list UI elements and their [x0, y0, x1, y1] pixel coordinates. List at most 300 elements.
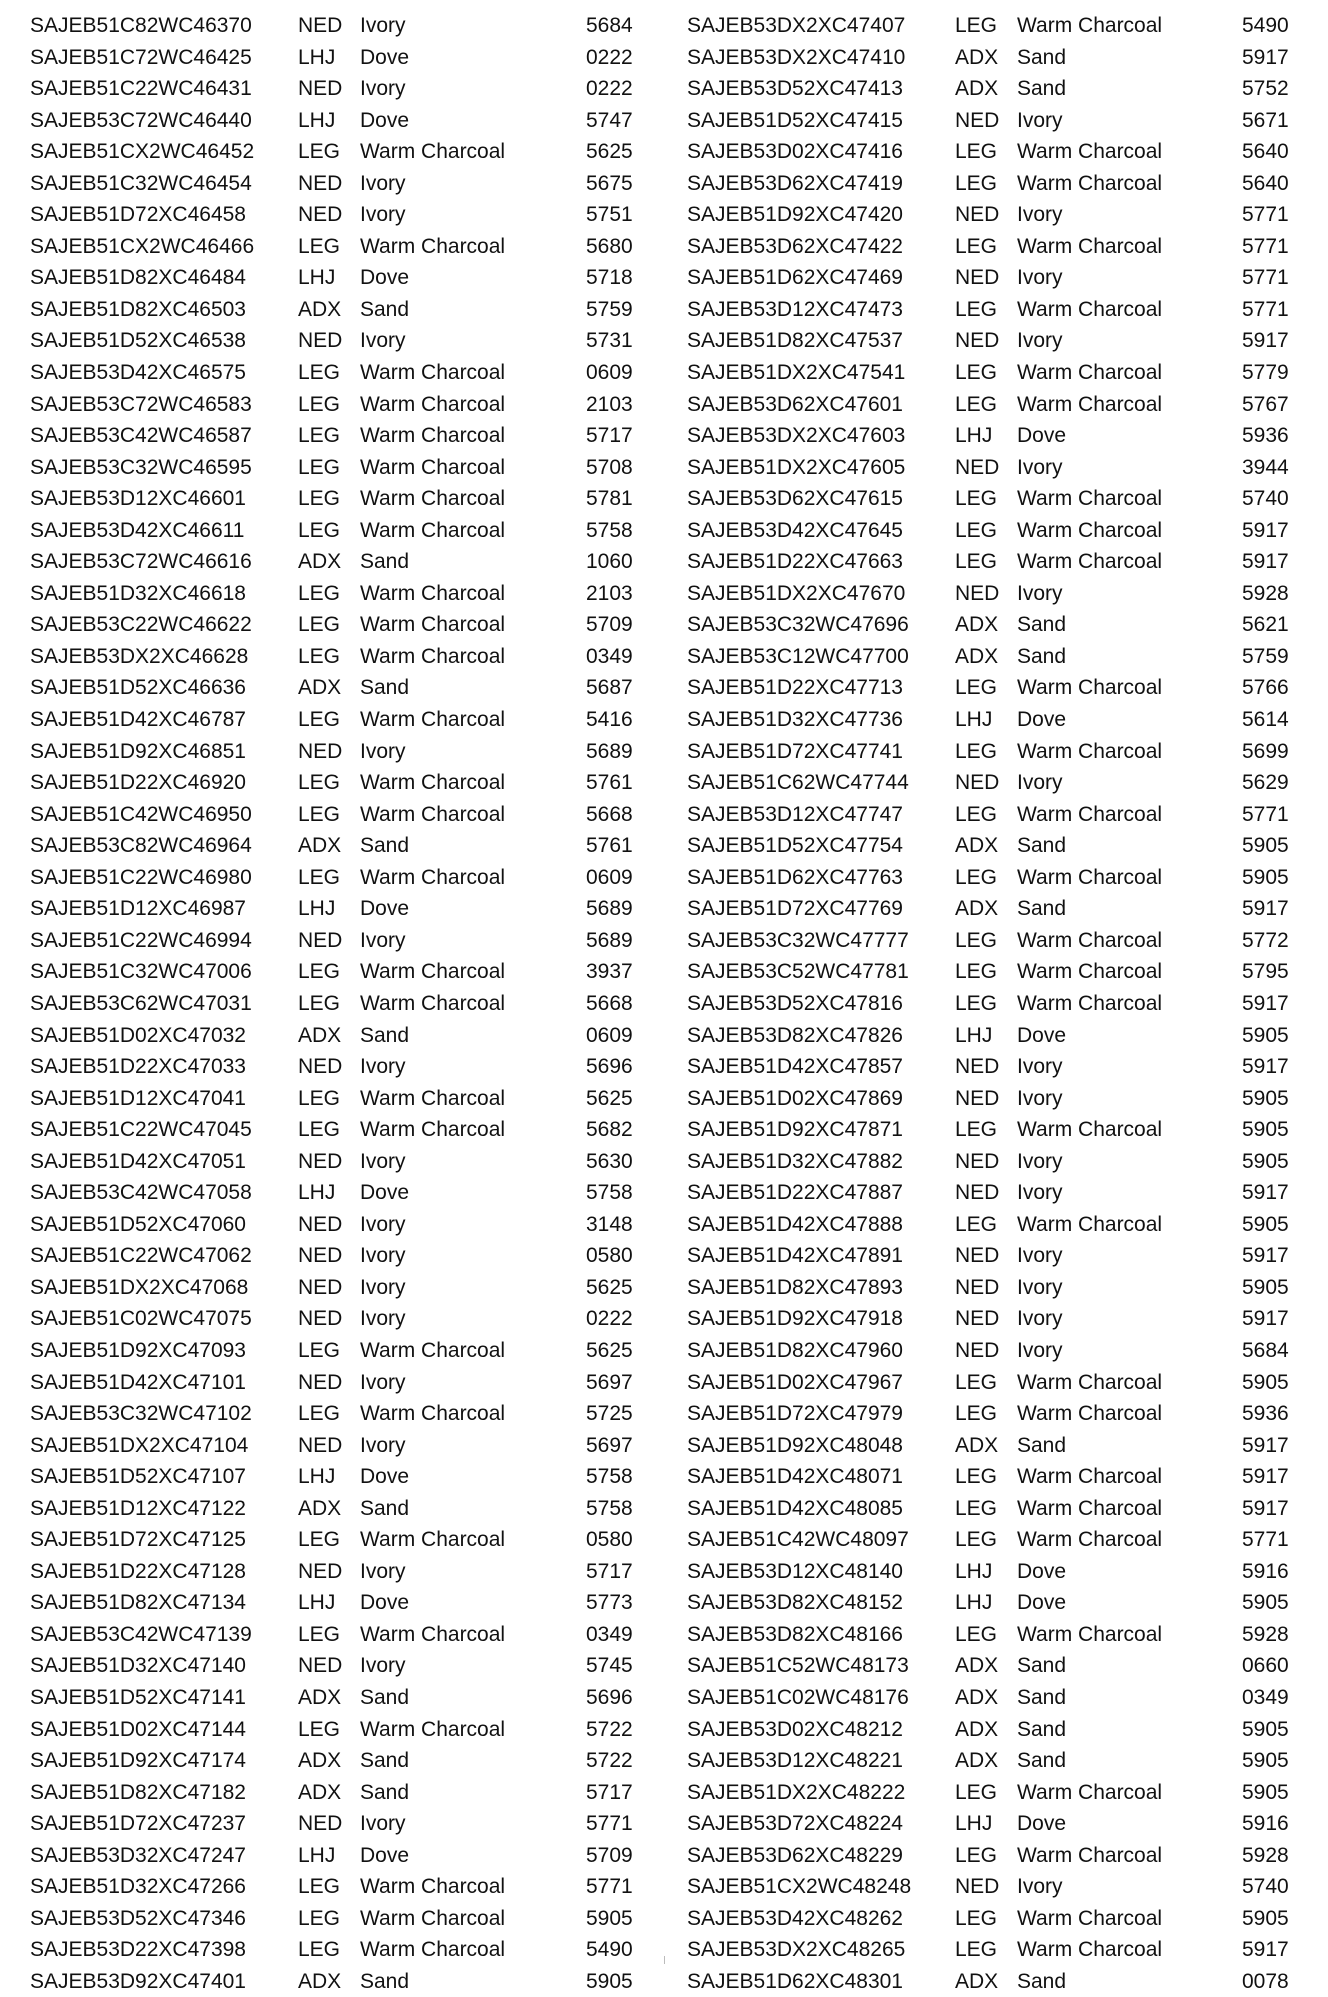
code-number: 5671 — [1242, 108, 1289, 132]
trim-code: LHJ — [298, 108, 336, 132]
vin-number: SAJEB51D32XC47882 — [687, 1149, 903, 1173]
code-number: 5696 — [586, 1685, 633, 1709]
vin-number: SAJEB51D72XC47769 — [687, 897, 903, 921]
trim-code: LEG — [298, 1906, 341, 1930]
code-number: 5905 — [1242, 1149, 1289, 1173]
trim-code: LEG — [298, 1338, 341, 1362]
trim-code: LEG — [298, 455, 341, 479]
vin-number: SAJEB53C32WC46595 — [30, 455, 252, 479]
color-name: Warm Charcoal — [1017, 297, 1163, 321]
vin-number: SAJEB51D72XC47237 — [30, 1812, 246, 1836]
code-number: 5905 — [586, 1906, 633, 1930]
code-number: 5905 — [1242, 1906, 1289, 1930]
code-number: 5697 — [586, 1370, 633, 1394]
trim-code: ADX — [298, 1969, 342, 1993]
trim-code: NED — [955, 1055, 1000, 1079]
vin-number: SAJEB53D82XC47826 — [687, 1023, 903, 1047]
vin-number: SAJEB51D82XC47134 — [30, 1591, 246, 1615]
vin-number: SAJEB51D72XC46458 — [30, 203, 246, 227]
code-number: 5917 — [1242, 1938, 1289, 1962]
vin-number: SAJEB51CX2WC48248 — [687, 1875, 912, 1899]
trim-code: NED — [955, 108, 1000, 132]
code-number: 5740 — [1242, 487, 1289, 511]
code-number: 5761 — [586, 771, 633, 795]
trim-code: ADX — [298, 297, 342, 321]
color-name: Warm Charcoal — [360, 392, 506, 416]
trim-code: LEG — [955, 865, 998, 889]
color-name: Ivory — [360, 1307, 406, 1331]
vin-number: SAJEB53C72WC46440 — [30, 108, 252, 132]
trim-code: LEG — [298, 644, 341, 668]
color-name: Warm Charcoal — [1017, 487, 1163, 511]
trim-code: LEG — [298, 613, 341, 637]
trim-code: NED — [298, 171, 343, 195]
trim-code: LEG — [298, 771, 341, 795]
color-name: Dove — [1017, 1023, 1067, 1047]
vin-number: SAJEB51D02XC47869 — [687, 1086, 903, 1110]
trim-code: NED — [955, 771, 1000, 795]
trim-code: LEG — [298, 708, 341, 732]
vin-number: SAJEB51DX2XC47605 — [687, 455, 906, 479]
vin-number: SAJEB51D82XC47960 — [687, 1338, 903, 1362]
color-name: Ivory — [1017, 1086, 1063, 1110]
vin-number: SAJEB51D52XC47141 — [30, 1685, 246, 1709]
code-number: 5905 — [1242, 1370, 1289, 1394]
code-number: 5629 — [1242, 771, 1289, 795]
code-number: 5689 — [586, 897, 633, 921]
code-number: 5771 — [586, 1812, 633, 1836]
color-name: Warm Charcoal — [1017, 739, 1163, 763]
vin-number: SAJEB51C32WC46454 — [30, 171, 252, 195]
color-name: Sand — [360, 1969, 410, 1993]
vin-number: SAJEB51D92XC47420 — [687, 203, 903, 227]
vin-number: SAJEB51D02XC47032 — [30, 1023, 246, 1047]
code-number: 5936 — [1242, 1402, 1289, 1426]
trim-code: ADX — [955, 644, 999, 668]
trim-code: LEG — [955, 518, 998, 542]
vin-number: SAJEB51D62XC48301 — [687, 1969, 903, 1993]
code-number: 0349 — [586, 644, 633, 668]
color-name: Warm Charcoal — [360, 708, 506, 732]
trim-code: LEG — [298, 1528, 341, 1552]
code-number: 0222 — [586, 1307, 633, 1331]
color-name: Ivory — [360, 1654, 406, 1678]
vin-number: SAJEB53D12XC48140 — [687, 1559, 903, 1583]
color-name: Warm Charcoal — [360, 518, 506, 542]
code-number: 5668 — [586, 991, 633, 1015]
vin-number: SAJEB51DX2XC47670 — [687, 581, 906, 605]
code-number: 5759 — [586, 297, 633, 321]
color-name: Warm Charcoal — [360, 771, 506, 795]
code-number: 2103 — [586, 392, 633, 416]
color-name: Dove — [1017, 1559, 1067, 1583]
code-number: 5795 — [1242, 960, 1289, 984]
vin-number: SAJEB53D62XC47419 — [687, 171, 903, 195]
color-name: Sand — [360, 1496, 410, 1520]
color-name: Warm Charcoal — [360, 802, 506, 826]
code-number: 5771 — [1242, 297, 1289, 321]
code-number: 5717 — [586, 1780, 633, 1804]
trim-code: NED — [298, 1654, 343, 1678]
trim-code: LEG — [955, 1465, 998, 1489]
trim-code: LEG — [298, 1118, 341, 1142]
trim-code: NED — [298, 77, 343, 101]
code-number: 3148 — [586, 1212, 633, 1236]
color-name: Ivory — [360, 77, 406, 101]
trim-code: LEG — [955, 1938, 998, 1962]
code-number: 0349 — [1242, 1685, 1289, 1709]
trim-code: LEG — [955, 14, 998, 37]
trim-code: LEG — [955, 234, 998, 258]
trim-code: LEG — [955, 1212, 998, 1236]
trim-code: LEG — [298, 424, 341, 448]
color-name: Sand — [1017, 1749, 1067, 1773]
vin-number: SAJEB53C32WC47777 — [687, 928, 909, 952]
trim-code: NED — [298, 1812, 343, 1836]
code-number: 5905 — [1242, 1749, 1289, 1773]
color-name: Warm Charcoal — [360, 1938, 506, 1962]
vin-number: SAJEB51DX2XC47104 — [30, 1433, 249, 1457]
color-name: Dove — [360, 45, 410, 69]
trim-code: LEG — [298, 1938, 341, 1962]
page-mark — [664, 1956, 665, 1964]
code-number: 5621 — [1242, 613, 1289, 637]
color-name: Warm Charcoal — [1017, 1906, 1163, 1930]
color-name: Warm Charcoal — [360, 455, 506, 479]
color-name: Sand — [360, 297, 410, 321]
color-name: Dove — [360, 897, 410, 921]
vin-number: SAJEB51D52XC47415 — [687, 108, 903, 132]
color-name: Ivory — [360, 1433, 406, 1457]
vin-number: SAJEB51D22XC47033 — [30, 1055, 246, 1079]
code-number: 5752 — [1242, 77, 1289, 101]
color-name: Warm Charcoal — [1017, 1622, 1163, 1646]
color-name: Ivory — [1017, 771, 1063, 795]
trim-code: LHJ — [298, 1465, 336, 1489]
vin-number: SAJEB51D42XC46787 — [30, 708, 246, 732]
color-name: Ivory — [1017, 329, 1063, 353]
code-number: 0609 — [586, 865, 633, 889]
vin-number: SAJEB51D02XC47967 — [687, 1370, 903, 1394]
code-number: 5917 — [1242, 1465, 1289, 1489]
code-number: 5625 — [586, 1086, 633, 1110]
color-name: Warm Charcoal — [360, 140, 506, 164]
vin-number: SAJEB51D52XC46538 — [30, 329, 246, 353]
code-number: 0660 — [1242, 1654, 1289, 1678]
code-number: 5708 — [586, 455, 633, 479]
trim-code: NED — [955, 1149, 1000, 1173]
code-number: 5682 — [586, 1118, 633, 1142]
vin-number: SAJEB53D52XC47816 — [687, 991, 903, 1015]
color-name: Ivory — [1017, 581, 1063, 605]
trim-code: LHJ — [298, 1843, 336, 1867]
color-name: Ivory — [360, 1275, 406, 1299]
vin-number: SAJEB53D12XC47473 — [687, 297, 903, 321]
code-number: 5717 — [586, 424, 633, 448]
color-name: Warm Charcoal — [1017, 518, 1163, 542]
trim-code: NED — [955, 455, 1000, 479]
color-name: Warm Charcoal — [1017, 991, 1163, 1015]
vin-number: SAJEB51CX2WC46452 — [30, 140, 255, 164]
color-name: Ivory — [360, 1212, 406, 1236]
code-number: 5699 — [1242, 739, 1289, 763]
code-number: 5916 — [1242, 1812, 1289, 1836]
color-name: Sand — [1017, 644, 1067, 668]
vin-number: SAJEB53D12XC46601 — [30, 487, 246, 511]
trim-code: LEG — [955, 1370, 998, 1394]
vin-number: SAJEB51D52XC47754 — [687, 834, 903, 858]
vin-number: SAJEB51C82WC46370 — [30, 14, 252, 37]
color-name: Warm Charcoal — [1017, 171, 1163, 195]
code-number: 5696 — [586, 1055, 633, 1079]
trim-code: LEG — [955, 550, 998, 574]
code-number: 5630 — [586, 1149, 633, 1173]
vin-number: SAJEB53C42WC46587 — [30, 424, 252, 448]
trim-code: LEG — [955, 676, 998, 700]
trim-code: NED — [298, 1149, 343, 1173]
code-number: 5771 — [1242, 1528, 1289, 1552]
vin-number: SAJEB53D62XC47422 — [687, 234, 903, 258]
trim-code: ADX — [298, 1780, 342, 1804]
vin-number: SAJEB51C42WC46950 — [30, 802, 252, 826]
color-name: Ivory — [360, 1559, 406, 1583]
trim-code: LHJ — [955, 424, 993, 448]
vin-number: SAJEB51D92XC48048 — [687, 1433, 903, 1457]
vin-number: SAJEB51DX2XC47068 — [30, 1275, 249, 1299]
code-number: 5928 — [1242, 1622, 1289, 1646]
vin-number: SAJEB53D32XC47247 — [30, 1843, 246, 1867]
color-name: Sand — [1017, 897, 1067, 921]
color-name: Ivory — [1017, 203, 1063, 227]
code-number: 5771 — [1242, 266, 1289, 290]
trim-code: LHJ — [298, 897, 336, 921]
trim-code: NED — [298, 1055, 343, 1079]
trim-code: NED — [955, 1307, 1000, 1331]
trim-code: LHJ — [955, 1559, 993, 1583]
trim-code: LEG — [298, 392, 341, 416]
color-name: Warm Charcoal — [360, 644, 506, 668]
color-name: Ivory — [360, 1149, 406, 1173]
color-name: Warm Charcoal — [1017, 1780, 1163, 1804]
trim-code: ADX — [298, 1023, 342, 1047]
code-number: 5773 — [586, 1591, 633, 1615]
vin-number: SAJEB51D82XC47537 — [687, 329, 903, 353]
code-number: 0580 — [586, 1528, 633, 1552]
trim-code: NED — [298, 1212, 343, 1236]
code-number: 5684 — [586, 14, 633, 37]
trim-code: LEG — [298, 1875, 341, 1899]
code-number: 3944 — [1242, 455, 1289, 479]
trim-code: LEG — [955, 171, 998, 195]
vin-number: SAJEB51D72XC47979 — [687, 1402, 903, 1426]
color-name: Ivory — [1017, 266, 1063, 290]
trim-code: LHJ — [955, 708, 993, 732]
color-name: Warm Charcoal — [360, 1906, 506, 1930]
trim-code: NED — [955, 1181, 1000, 1205]
color-name: Warm Charcoal — [360, 361, 506, 385]
trim-code: LEG — [955, 1528, 998, 1552]
code-number: 5758 — [586, 518, 633, 542]
color-name: Warm Charcoal — [360, 1118, 506, 1142]
vin-number: SAJEB53D52XC47346 — [30, 1906, 246, 1930]
vin-number: SAJEB51D32XC47736 — [687, 708, 903, 732]
color-name: Dove — [1017, 1591, 1067, 1615]
trim-code: NED — [955, 266, 1000, 290]
code-number: 5758 — [586, 1496, 633, 1520]
trim-code: ADX — [298, 676, 342, 700]
trim-code: LEG — [298, 140, 341, 164]
color-name: Sand — [1017, 1654, 1067, 1678]
color-name: Ivory — [360, 1244, 406, 1268]
vin-number: SAJEB53DX2XC47407 — [687, 14, 906, 37]
color-name: Sand — [1017, 834, 1067, 858]
color-name: Warm Charcoal — [360, 1402, 506, 1426]
code-number: 5709 — [586, 613, 633, 637]
vin-number: SAJEB51C02WC48176 — [687, 1685, 909, 1709]
color-name: Sand — [360, 1780, 410, 1804]
trim-code: LEG — [298, 802, 341, 826]
trim-code: ADX — [298, 834, 342, 858]
code-number: 5905 — [1242, 1023, 1289, 1047]
vin-number: SAJEB51D32XC47266 — [30, 1875, 246, 1899]
color-name: Warm Charcoal — [1017, 1370, 1163, 1394]
vin-number: SAJEB51C42WC48097 — [687, 1528, 909, 1552]
color-name: Dove — [1017, 424, 1067, 448]
trim-code: NED — [955, 1244, 1000, 1268]
trim-code: LEG — [955, 1118, 998, 1142]
color-name: Dove — [360, 1843, 410, 1867]
vin-number: SAJEB51D82XC47182 — [30, 1780, 246, 1804]
color-name: Dove — [360, 1181, 410, 1205]
trim-code: ADX — [955, 1969, 999, 1993]
color-name: Ivory — [360, 739, 406, 763]
code-number: 5771 — [1242, 802, 1289, 826]
vin-number: SAJEB53D42XC47645 — [687, 518, 903, 542]
trim-code: LEG — [298, 1622, 341, 1646]
color-name: Sand — [360, 676, 410, 700]
trim-code: LEG — [298, 487, 341, 511]
code-number: 5771 — [586, 1875, 633, 1899]
code-number: 5905 — [1242, 1780, 1289, 1804]
vin-number: SAJEB51D42XC48071 — [687, 1465, 903, 1489]
color-name: Sand — [1017, 1969, 1067, 1993]
code-number: 5917 — [1242, 45, 1289, 69]
code-number: 5905 — [1242, 1275, 1289, 1299]
vin-number: SAJEB51D42XC47857 — [687, 1055, 903, 1079]
color-name: Ivory — [1017, 1181, 1063, 1205]
color-name: Ivory — [1017, 1875, 1063, 1899]
code-number: 5917 — [1242, 518, 1289, 542]
color-name: Ivory — [1017, 1055, 1063, 1079]
code-number: 5917 — [1242, 1244, 1289, 1268]
trim-code: NED — [298, 1433, 343, 1457]
vin-number: SAJEB53D82XC48166 — [687, 1622, 903, 1646]
vin-number: SAJEB53C52WC47781 — [687, 960, 909, 984]
color-name: Dove — [360, 1465, 410, 1489]
color-name: Sand — [360, 1749, 410, 1773]
color-name: Warm Charcoal — [360, 991, 506, 1015]
vin-number: SAJEB53C82WC46964 — [30, 834, 252, 858]
code-number: 5905 — [1242, 865, 1289, 889]
vin-number: SAJEB51D72XC47125 — [30, 1528, 246, 1552]
color-name: Dove — [360, 108, 410, 132]
code-number: 0609 — [586, 361, 633, 385]
code-number: 5709 — [586, 1843, 633, 1867]
code-number: 5905 — [1242, 1717, 1289, 1741]
code-number: 5905 — [1242, 1212, 1289, 1236]
vin-number: SAJEB53D12XC47747 — [687, 802, 903, 826]
code-number: 0078 — [1242, 1969, 1289, 1993]
vin-number: SAJEB51D22XC47713 — [687, 676, 903, 700]
trim-code: LHJ — [298, 45, 336, 69]
code-number: 5758 — [586, 1181, 633, 1205]
color-name: Warm Charcoal — [360, 1622, 506, 1646]
trim-code: LEG — [298, 1717, 341, 1741]
code-number: 5917 — [1242, 1433, 1289, 1457]
code-number: 5745 — [586, 1654, 633, 1678]
trim-code: NED — [955, 203, 1000, 227]
trim-code: NED — [298, 739, 343, 763]
vin-number: SAJEB51D22XC47663 — [687, 550, 903, 574]
trim-code: NED — [298, 1559, 343, 1583]
code-number: 5668 — [586, 802, 633, 826]
code-number: 5718 — [586, 266, 633, 290]
trim-code: NED — [955, 1338, 1000, 1362]
color-name: Sand — [360, 1685, 410, 1709]
vin-number: SAJEB51D22XC47887 — [687, 1181, 903, 1205]
code-number: 5689 — [586, 928, 633, 952]
color-name: Warm Charcoal — [360, 865, 506, 889]
color-name: Sand — [360, 834, 410, 858]
color-name: Warm Charcoal — [1017, 676, 1163, 700]
color-name: Warm Charcoal — [1017, 234, 1163, 258]
code-number: 5625 — [586, 1275, 633, 1299]
vin-number: SAJEB53D92XC47401 — [30, 1969, 246, 1993]
trim-code: ADX — [955, 1749, 999, 1773]
trim-code: ADX — [298, 1685, 342, 1709]
color-name: Warm Charcoal — [1017, 1528, 1163, 1552]
vin-number: SAJEB51CX2WC46466 — [30, 234, 255, 258]
vin-number: SAJEB53C42WC47058 — [30, 1181, 252, 1205]
color-name: Warm Charcoal — [1017, 1938, 1163, 1962]
trim-code: LEG — [298, 1086, 341, 1110]
code-number: 5761 — [586, 834, 633, 858]
color-name: Warm Charcoal — [1017, 928, 1163, 952]
trim-code: LEG — [955, 928, 998, 952]
color-name: Warm Charcoal — [360, 1338, 506, 1362]
color-name: Ivory — [360, 1055, 406, 1079]
color-name: Warm Charcoal — [360, 1086, 506, 1110]
vin-number: SAJEB53D72XC48224 — [687, 1812, 903, 1836]
trim-code: ADX — [955, 897, 999, 921]
vin-number: SAJEB53D02XC47416 — [687, 140, 903, 164]
code-number: 5917 — [1242, 897, 1289, 921]
color-name: Sand — [1017, 1685, 1067, 1709]
trim-code: LEG — [955, 1780, 998, 1804]
trim-code: ADX — [955, 613, 999, 637]
vin-number: SAJEB51D22XC47128 — [30, 1559, 246, 1583]
vin-number: SAJEB53D82XC48152 — [687, 1591, 903, 1615]
color-name: Ivory — [360, 203, 406, 227]
vin-number: SAJEB51C62WC47744 — [687, 771, 909, 795]
code-number: 5767 — [1242, 392, 1289, 416]
vin-number: SAJEB51D62XC47763 — [687, 865, 903, 889]
vin-number: SAJEB51D52XC46636 — [30, 676, 246, 700]
trim-code: LHJ — [298, 1591, 336, 1615]
code-number: 5766 — [1242, 676, 1289, 700]
color-name: Warm Charcoal — [1017, 1212, 1163, 1236]
code-number: 5640 — [1242, 140, 1289, 164]
